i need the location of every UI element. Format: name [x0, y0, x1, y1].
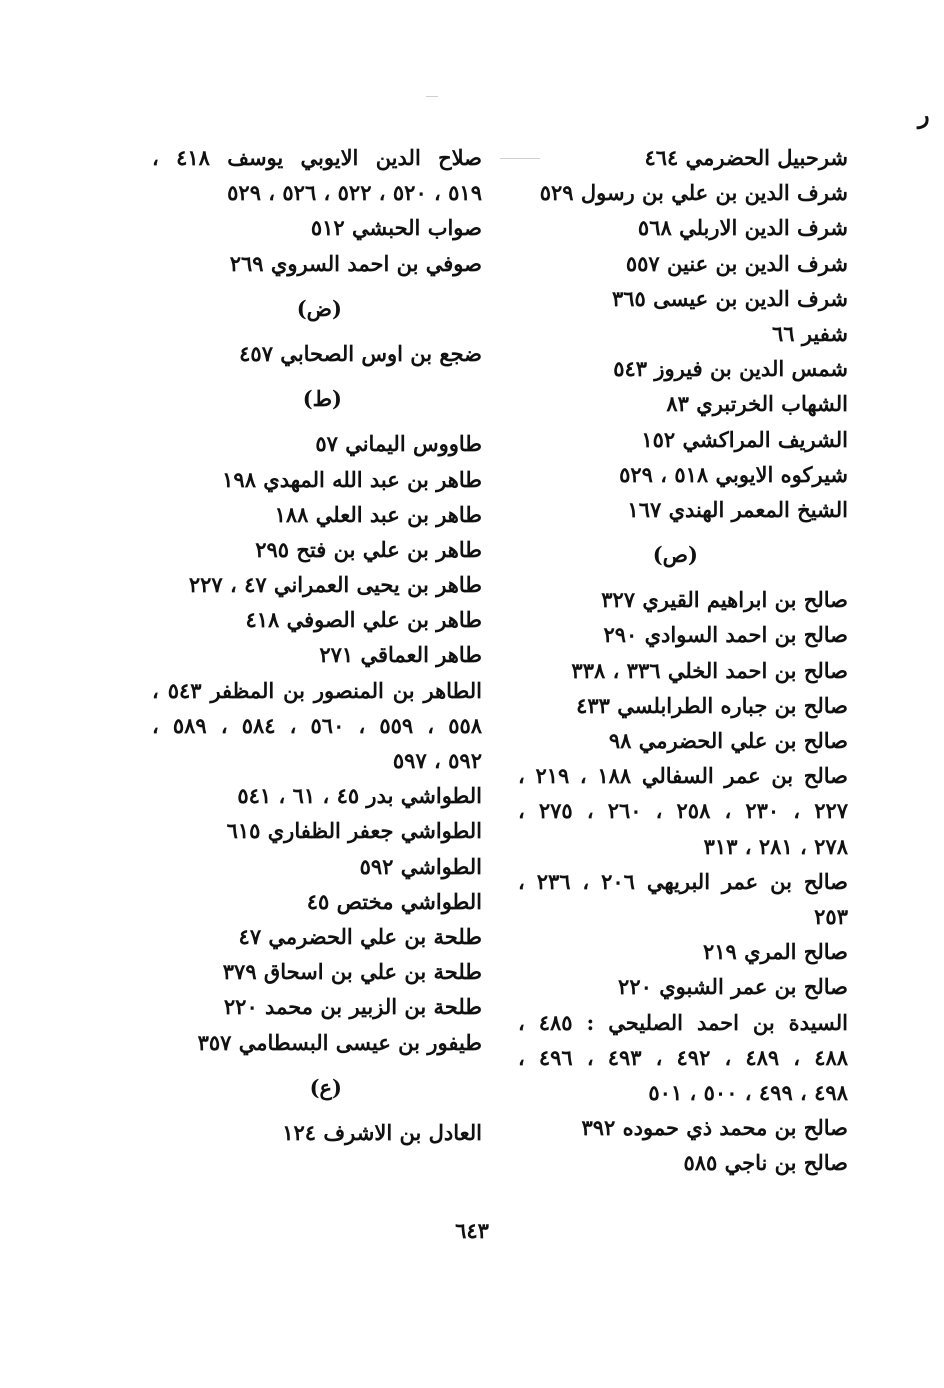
index-entry: صالح بن محمد ذي حموده ٣٩٢: [581, 1115, 848, 1141]
index-entry: صوفي بن احمد السروي ٢٦٩: [229, 250, 482, 276]
index-entry: صالح بن احمد الخلي ٣٣٦ ، ٣٣٨: [571, 657, 848, 683]
index-entry: صالح بن عمر الشبوي ٢٢٠: [618, 974, 848, 1000]
index-entry: الشيخ المعمر الهندي ١٦٧: [627, 496, 848, 522]
index-entry: صالح المري ٢١٩: [702, 939, 848, 965]
letter-section-heading: (ع): [309, 1074, 342, 1100]
index-entry: صالح بن علي الحضرمي ٩٨: [608, 728, 848, 753]
index-entry: السيدة بن احمد الصليحي : ٤٨٥ ،: [518, 1009, 848, 1035]
index-entry: ٥٥٨ ، ٥٥٩ ، ٥٦٠ ، ٥٨٤ ، ٥٨٩ ،: [152, 712, 482, 738]
index-entry: صالح بن عمر السفالي ١٨٨ ، ٢١٩ ،: [518, 763, 848, 789]
index-entry: طيفور بن عيسى البسطامي ٣٥٧: [197, 1029, 482, 1055]
index-entry: العادل بن الاشرف ١٢٤: [282, 1119, 482, 1145]
index-entry: طاووس اليماني ٥٧: [315, 431, 482, 457]
scan-speck: [426, 96, 438, 97]
index-column-right: [518, 140, 848, 1180]
index-entry: ٤٩٨ ، ٤٩٩ ، ٥٠٠ ، ٥٠١: [648, 1079, 848, 1105]
index-entry: طاهر بن علي الصوفي ٤١٨: [245, 607, 482, 633]
letter-section-heading: (ط): [302, 386, 342, 412]
index-entry: ٥٩٢ ، ٥٩٧: [392, 748, 482, 773]
index-entry: ٤٨٨ ، ٤٨٩ ، ٤٩٢ ، ٤٩٣ ، ٤٩٦ ،: [518, 1044, 848, 1070]
index-entry: صالح بن ابراهيم القيري ٣٢٧: [601, 587, 848, 613]
index-entry: طاهر بن علي بن فتح ٢٩٥: [255, 536, 482, 562]
index-entry: ٢٧٨ ، ٢٨١ ، ٣١٣: [703, 833, 848, 859]
index-entry: شيركوه الايوبي ٥١٨ ، ٥٢٩: [619, 461, 848, 487]
index-entry: صلاح الدين الايوبي يوسف ٤١٨ ،: [152, 145, 482, 170]
index-entry: ٢٢٧ ، ٢٣٠ ، ٢٥٨ ، ٢٦٠ ، ٢٧٥ ،: [518, 798, 848, 824]
index-entry: صالح بن جباره الطرابلسي ٤٣٣: [576, 692, 848, 718]
index-entry: شفير ٦٦: [771, 320, 848, 346]
index-entry: الطواشي بدر ٤٥ ، ٦١ ، ٥٤١: [237, 783, 482, 809]
letter-section-heading: (ض): [296, 295, 342, 321]
index-entry: شرف الدين بن عيسى ٣٦٥: [611, 285, 848, 311]
index-entry: صواب الحبشي ٥١٢: [310, 215, 482, 241]
index-entry: طلحة بن الزبير بن محمد ٢٢٠: [223, 994, 482, 1020]
index-entry: طلحة بن علي الحضرمي ٤٧: [238, 923, 482, 949]
index-entry: صالح بن عمر البريهي ٢٠٦ ، ٢٣٦ ،: [518, 868, 848, 894]
index-entry: الطواشي مختص ٤٥: [306, 888, 482, 914]
index-entry: شرف الدين بن عنين ٥٥٧: [625, 250, 848, 276]
index-entry: الطواشي جعفر الظفاري ٦١٥: [226, 818, 482, 844]
index-entry: طاهر بن عبد الله المهدي ١٩٨: [222, 466, 482, 492]
index-entry: طاهر بن عبد العلي ١٨٨: [274, 501, 482, 527]
index-entry: شرف الدين الاربلي ٥٦٨: [637, 215, 848, 241]
index-entry: صالح بن ناجي ٥٨٥: [683, 1150, 848, 1176]
index-entry: الشهاب الخرتبري ٨٣: [666, 391, 848, 417]
index-entry: طلحة بن علي بن اسحاق ٣٧٩: [222, 959, 482, 985]
index-entry: صالح بن احمد السوادي ٢٩٠: [603, 622, 848, 648]
index-entry: الطواشي ٥٩٢: [359, 853, 482, 879]
index-column-left: [152, 140, 482, 1150]
index-entry: شمس الدين بن فيروز ٥٤٣: [613, 356, 848, 382]
corner-mark: ر: [918, 100, 930, 129]
index-entry: شرف الدين بن علي بن رسول ٥٢٩: [539, 180, 848, 206]
index-entry: ٢٥٣: [814, 903, 848, 929]
index-entry: طاهر العماقي ٢٧١: [319, 642, 482, 668]
index-entry: ٥١٩ ، ٥٢٠ ، ٥٢٢ ، ٥٢٦ ، ٥٢٩: [227, 180, 482, 206]
letter-section-heading: (ص): [652, 542, 698, 568]
index-entry: ضجع بن اوس الصحابي ٤٥٧: [239, 340, 482, 366]
index-entry: طاهر بن يحيى العمراني ٤٧ ، ٢٢٧: [188, 572, 482, 598]
index-entry: الطاهر بن المنصور بن المظفر ٥٤٣ ،: [152, 677, 482, 703]
index-entry: الشريف المراكشي ١٥٢: [641, 426, 848, 452]
page-number: ٦٤٣: [455, 1218, 489, 1243]
index-entry: شرحبيل الحضرمي ٤٦٤: [644, 145, 848, 170]
